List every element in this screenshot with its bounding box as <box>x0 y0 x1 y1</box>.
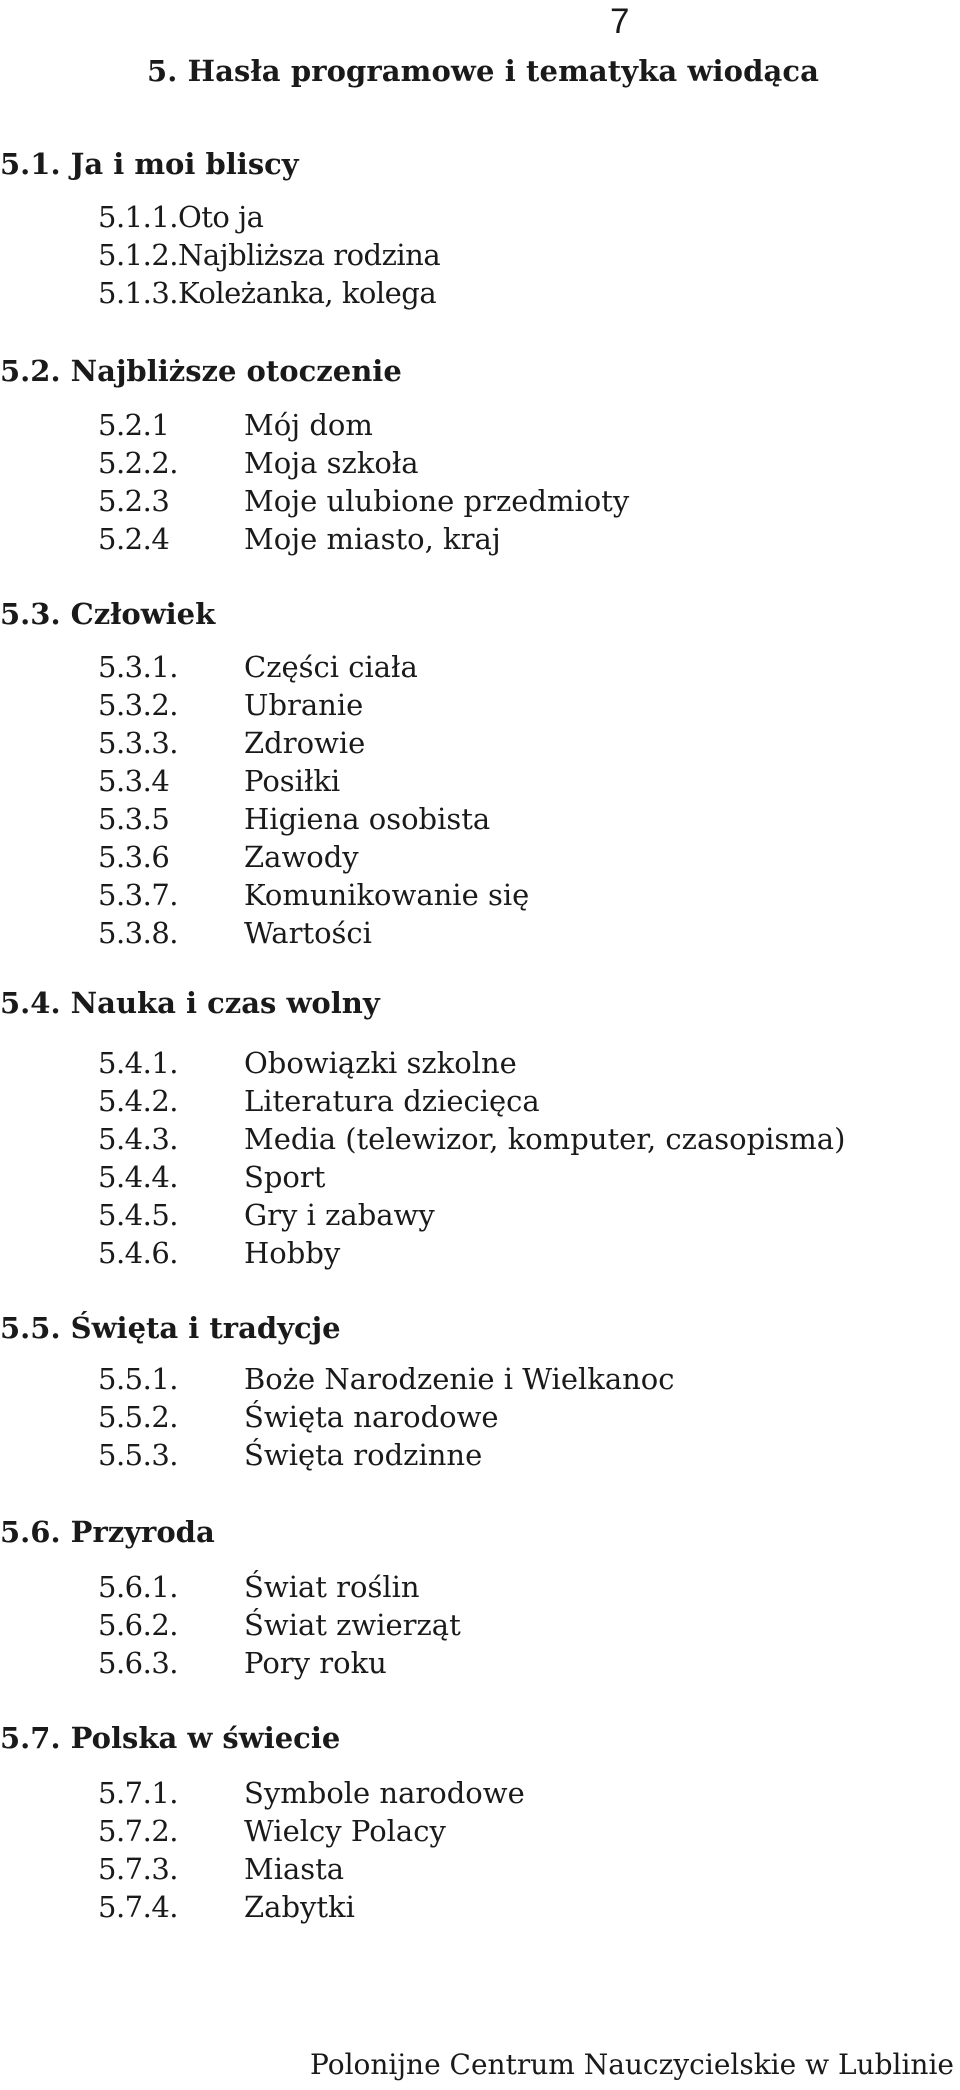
topic-number: 5.3.6 <box>98 840 170 874</box>
topic-text: Moje miasto, kraj <box>244 522 501 556</box>
topic-text: Komunikowanie się <box>244 878 530 912</box>
section-heading: 5.1. Ja i moi bliscy <box>0 147 299 181</box>
topic-text: Miasta <box>244 1852 345 1886</box>
topic-number: 5.7.4. <box>98 1890 179 1924</box>
topic-text: Higiena osobista <box>244 802 491 836</box>
section-heading: 5.6. Przyroda <box>0 1515 215 1549</box>
topic-number: 5.3.5 <box>98 802 170 836</box>
topic-text: Wielcy Polacy <box>244 1814 446 1848</box>
topic-number: 5.6.2. <box>98 1608 179 1642</box>
topic-text: Mój dom <box>244 408 373 442</box>
topic-number: 5.6.1. <box>98 1570 179 1604</box>
topic-text: Posiłki <box>244 764 341 798</box>
chapter-title: 5. Hasła programowe i tematyka wiodąca <box>147 54 820 88</box>
topic-number: 5.1.3.Koleżanka, kolega <box>98 276 437 310</box>
topic-text: Zawody <box>244 840 359 874</box>
section-heading: 5.2. Najbliższe otoczenie <box>0 354 402 388</box>
topic-number: 5.2.4 <box>98 522 170 556</box>
topic-number: 5.3.1. <box>98 650 179 684</box>
topic-number: 5.4.3. <box>98 1122 179 1156</box>
topic-number: 5.3.4 <box>98 764 170 798</box>
section-heading: 5.5. Święta i tradycje <box>0 1311 341 1345</box>
page-footer: Polonijne Centrum Nauczycielskie w Lublinie <box>310 2048 954 2081</box>
topic-number: 5.2.3 <box>98 484 170 518</box>
topic-text: Wartości <box>244 916 372 950</box>
topic-text: Hobby <box>244 1236 341 1270</box>
topic-text: Części ciała <box>244 650 418 684</box>
topic-text: Gry i zabawy <box>244 1198 435 1232</box>
topic-text: Moja szkoła <box>244 446 419 480</box>
topic-text: Media (telewizor, komputer, czasopisma) <box>244 1122 846 1156</box>
topic-number: 5.3.8. <box>98 916 179 950</box>
topic-number: 5.1.2.Najbliższa rodzina <box>98 238 441 272</box>
topic-text: Święta narodowe <box>244 1400 499 1434</box>
topic-number: 5.5.2. <box>98 1400 179 1434</box>
topic-text: Pory roku <box>244 1646 387 1680</box>
topic-text: Zabytki <box>244 1890 355 1924</box>
topic-text: Świat roślin <box>244 1570 420 1604</box>
section-heading: 5.7. Polska w świecie <box>0 1721 341 1755</box>
topic-number: 5.5.3. <box>98 1438 179 1472</box>
topic-text: Zdrowie <box>244 726 366 760</box>
topic-text: Świat zwierząt <box>244 1608 461 1642</box>
section-heading: 5.3. Człowiek <box>0 597 216 631</box>
page-number: 7 <box>610 2 630 41</box>
topic-number: 5.7.3. <box>98 1852 179 1886</box>
topic-number: 5.4.4. <box>98 1160 179 1194</box>
topic-text: Symbole narodowe <box>244 1776 525 1810</box>
topic-number: 5.5.1. <box>98 1362 179 1396</box>
topic-number: 5.2.2. <box>98 446 179 480</box>
topic-text: Obowiązki szkolne <box>244 1046 517 1080</box>
topic-number: 5.7.1. <box>98 1776 179 1810</box>
topic-number: 5.3.2. <box>98 688 179 722</box>
topic-text: Święta rodzinne <box>244 1438 483 1472</box>
topic-number: 5.1.1.Oto ja <box>98 200 264 234</box>
topic-text: Boże Narodzenie i Wielkanoc <box>244 1362 675 1396</box>
topic-number: 5.4.6. <box>98 1236 179 1270</box>
topic-text: Ubranie <box>244 688 364 722</box>
topic-number: 5.3.7. <box>98 878 179 912</box>
topic-number: 5.2.1 <box>98 408 170 442</box>
topic-text: Literatura dziecięca <box>244 1084 540 1118</box>
topic-number: 5.3.3. <box>98 726 179 760</box>
topic-text: Moje ulubione przedmioty <box>244 484 630 518</box>
topic-number: 5.4.1. <box>98 1046 179 1080</box>
topic-number: 5.6.3. <box>98 1646 179 1680</box>
topic-number: 5.4.2. <box>98 1084 179 1118</box>
topic-text: Sport <box>244 1160 326 1194</box>
topic-number: 5.7.2. <box>98 1814 179 1848</box>
topic-number: 5.4.5. <box>98 1198 179 1232</box>
section-heading: 5.4. Nauka i czas wolny <box>0 986 380 1020</box>
